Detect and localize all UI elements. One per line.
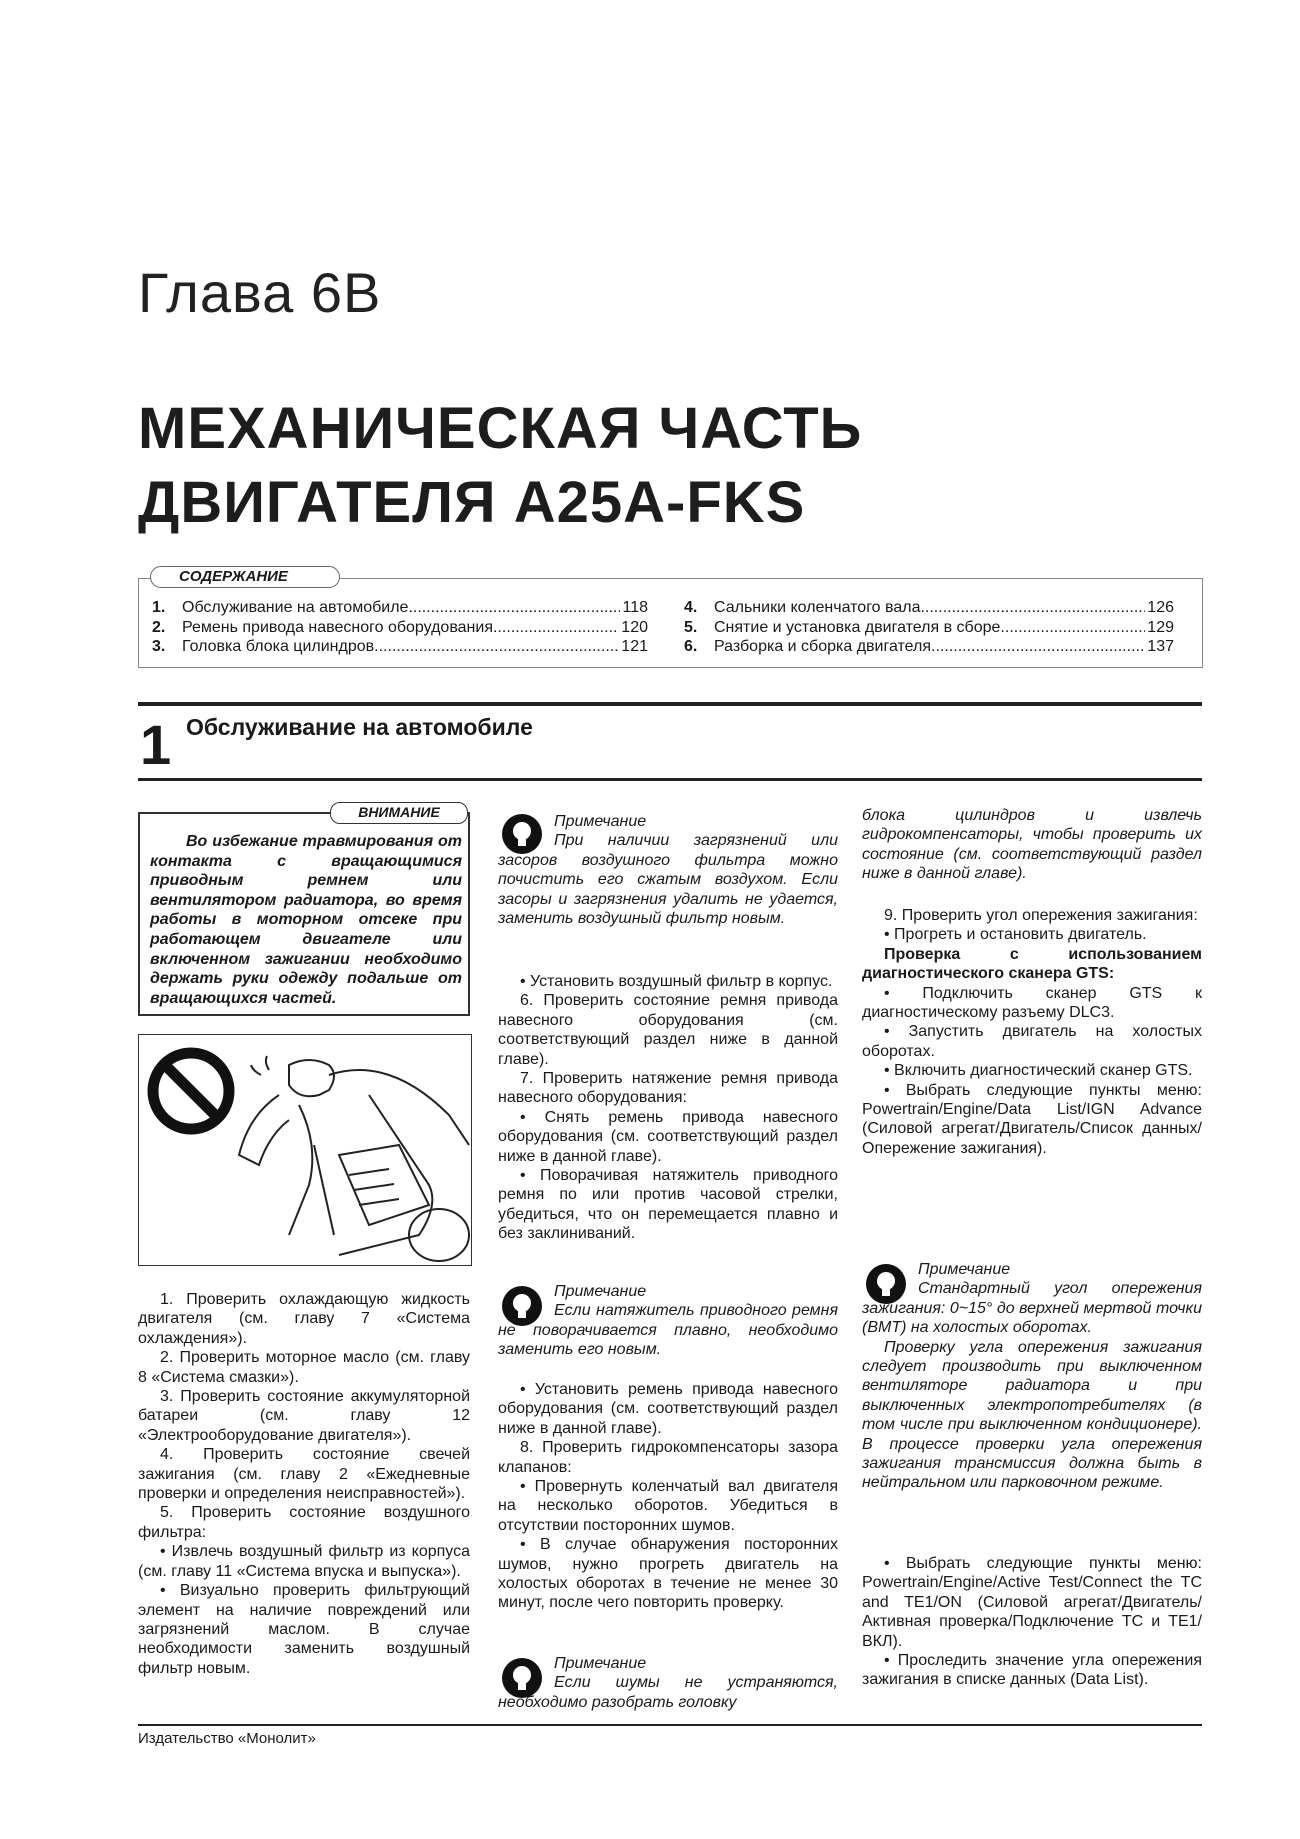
paragraph: • Запустить двигатель на холостых оборотах. xyxy=(862,1023,1202,1060)
paragraph: • В случае обнаружения посторонних шумов, нужно прогреть двигатель на холостых оборотах в течение не менее 30 минут, после чего повторить проверку. xyxy=(498,1536,838,1612)
toc-page: 121 xyxy=(621,638,648,655)
toc-item[interactable] xyxy=(684,637,1174,657)
note-label: Примечание xyxy=(918,1261,1011,1278)
note-label: Примечание xyxy=(554,1283,647,1300)
toc-page: 137 xyxy=(1147,638,1174,655)
paragraph: • Извлечь воздушный фильтр из корпуса (см. главу 11 «Система впуска и выпуска»). xyxy=(138,1543,470,1580)
note-text: Проверку угла опережения зажигания следует производить при выключенном вентиляторе радиатора и при выключенных электропотребителях (в том числе при выключенном кондиционере). В процессе проверки угла опережения зажигания трансмиссия должна быть в нейтральном или парковочном режиме. xyxy=(862,1338,1202,1492)
paragraph: 5. Проверить состояние воздушного фильтра: xyxy=(138,1504,470,1541)
toc-text: Ремень привода навесного оборудования xyxy=(182,618,493,636)
warning-paragraph: Во избежание травмирования от контакта с вращающимися приводным ремнем или вентилятором радиатора, во время работы в моторном отсеке при работающем двигателе или включенном зажигании необходимо держать руки одежду подальше от вращающихся частей. xyxy=(150,833,462,1007)
warning-text xyxy=(150,832,462,1008)
section-title: Обслуживание на автомобиле xyxy=(186,714,533,740)
toc-item[interactable] xyxy=(152,598,648,618)
section-number: 1 xyxy=(140,713,172,776)
paragraph: 4. Проверить состояние свечей зажигания (см. главу 2 «Ежедневные проверки и определения неисправностей»). xyxy=(138,1446,470,1503)
paragraph: 8. Проверить гидрокомпенсаторы зазора клапанов: xyxy=(498,1439,838,1476)
toc-item[interactable] xyxy=(684,618,1174,638)
column-3a xyxy=(862,906,1202,1158)
page-title xyxy=(138,392,862,540)
note-text: При наличии загрязнений или засоров воздушного фильтра можно почистить его сжатым воздухом. Если засоры и загрязнения удалить не удается, заменить воздушный фильтр новым. xyxy=(498,832,838,928)
paragraph: 6. Проверить состояние ремня привода навесного оборудования (см. соответствующий раздел ниже в данной главе). xyxy=(498,992,838,1068)
section-rule-bottom xyxy=(138,778,1202,781)
section-rule-top xyxy=(138,702,1202,706)
paragraph: • Провернуть коленчатый вал двигателя на несколько оборотов. Убедиться в отсутствии посторонних шумов. xyxy=(498,1478,838,1534)
no-entry-icon xyxy=(153,1053,229,1129)
column-1 xyxy=(138,1290,470,1678)
paragraph: блока цилиндров и извлечь гидрокомпенсаторы, чтобы проверить их состояние (см. соответствующий раздел ниже в данной главе). xyxy=(862,807,1202,883)
footer-publisher: Издательство «Монолит» xyxy=(138,1730,316,1747)
toc-text: Снятие и установка двигателя в сборе xyxy=(714,618,1001,636)
column-2a xyxy=(498,972,838,1244)
toc-page: 129 xyxy=(1147,618,1174,636)
toc-num: 6. xyxy=(684,638,698,655)
note-text: Если шумы не устраняются, необходимо разобрать головку xyxy=(498,1674,838,1711)
toc-item[interactable] xyxy=(684,598,1174,618)
paragraph: • Снять ремень привода навесного оборудования (см. соответствующий раздел ниже в данной главе). xyxy=(498,1108,838,1165)
toc-num: 4. xyxy=(684,599,698,616)
toc-text: Головка блока цилиндров xyxy=(182,638,375,655)
paragraph: 1. Проверить охлаждающую жидкость двигателя (см. главу 7 «Система охлаждения»). xyxy=(138,1291,470,1347)
toc-num: 2. xyxy=(152,618,166,636)
paragraph: • Подключить сканер GTS к диагностическому разъему DLC3. xyxy=(862,984,1202,1022)
illustration xyxy=(138,1034,472,1266)
toc-page: 120 xyxy=(621,618,648,636)
column-2b xyxy=(498,1380,838,1613)
chapter-label: Глава 6B xyxy=(138,261,382,324)
title-line-1: МЕХАНИЧЕСКАЯ ЧАСТЬ xyxy=(138,396,863,461)
toc-item[interactable] xyxy=(152,618,648,638)
toc-text: Сальники коленчатого вала xyxy=(714,599,921,616)
paragraph: 2. Проверить моторное масло (см. главу 8 «Система смазки»). xyxy=(138,1349,470,1386)
toc-text: Разборка и сборка двигателя xyxy=(714,638,932,655)
note-label: Примечание xyxy=(554,813,647,830)
paragraph: 3. Проверить состояние аккумуляторной батареи (см. главу 12 «Электрооборудование двигателя»). xyxy=(138,1388,470,1444)
paragraph: • Визуально проверить фильтрующий элемент на наличие повреждений или загрязнений маслом. В случае необходимости заменить воздушный фильтр новым. xyxy=(138,1582,470,1677)
paragraph: • Выбрать следующие пункты меню: Powertrain/Engine/Data List/IGN Advance (Силовой агрегат/Двигатель/Список данных/Опережение зажигания). xyxy=(862,1081,1202,1157)
note-label: Примечание xyxy=(554,1655,647,1672)
toc-right-column xyxy=(684,598,1174,657)
footer-rule xyxy=(138,1724,1202,1726)
paragraph: 9. Проверить угол опережения зажигания: xyxy=(884,907,1198,924)
paragraph: • Установить ремень привода навесного оборудования (см. соответствующий раздел ниже в данной главе). xyxy=(498,1381,838,1437)
toc-num: 5. xyxy=(684,618,698,636)
subheading: Проверка с использованием диагностического сканера GTS: xyxy=(862,945,1202,983)
paragraph: • Поворачивая натяжитель приводного ремня по или против часовой стрелки, убедиться, что он перемещается плавно и без заклиниваний. xyxy=(498,1167,838,1243)
toc-left-column xyxy=(152,598,648,657)
paragraph: • Выбрать следующие пункты меню: Powertrain/Engine/Active Test/Connect the TC and TE1/ON (Силовой агрегат/Двигатель/Активная проверка/Подключение TC и TE1/ВКЛ). xyxy=(862,1555,1202,1650)
mechanic-drawing xyxy=(239,1056,469,1261)
note-3-continued xyxy=(862,806,1202,884)
paragraph: 7. Проверить натяжение ремня привода навесного оборудования: xyxy=(498,1070,838,1107)
paragraph: • Включить диагностический сканер GTS. xyxy=(884,1062,1193,1080)
toc-num: 1. xyxy=(152,599,166,616)
toc-page: 118 xyxy=(622,599,648,616)
note-text: Стандартный угол опережения зажигания: 0~15° до верхней мертвой точки (ВМТ) на холостых оборотах. xyxy=(862,1280,1202,1337)
toc-num: 3. xyxy=(152,638,166,655)
toc-item[interactable] xyxy=(152,637,648,657)
column-3b xyxy=(862,1554,1202,1690)
note-text: Если натяжитель приводного ремня не поворачивается плавно, необходимо заменить его новым. xyxy=(498,1302,838,1359)
toc-page: 126 xyxy=(1147,599,1174,616)
paragraph: • Проследить значение угла опережения зажигания в списке данных (Data List). xyxy=(862,1652,1202,1689)
warning-label: ВНИМАНИЕ xyxy=(330,802,468,824)
paragraph: • Прогреть и остановить двигатель. xyxy=(884,926,1147,944)
title-line-2: ДВИГАТЕЛЯ A25A-FKS xyxy=(138,470,806,535)
paragraph: • Установить воздушный фильтр в корпус. xyxy=(520,973,833,990)
toc-text: Обслуживание на автомобиле xyxy=(182,599,409,616)
toc-label: СОДЕРЖАНИЕ xyxy=(150,566,340,588)
